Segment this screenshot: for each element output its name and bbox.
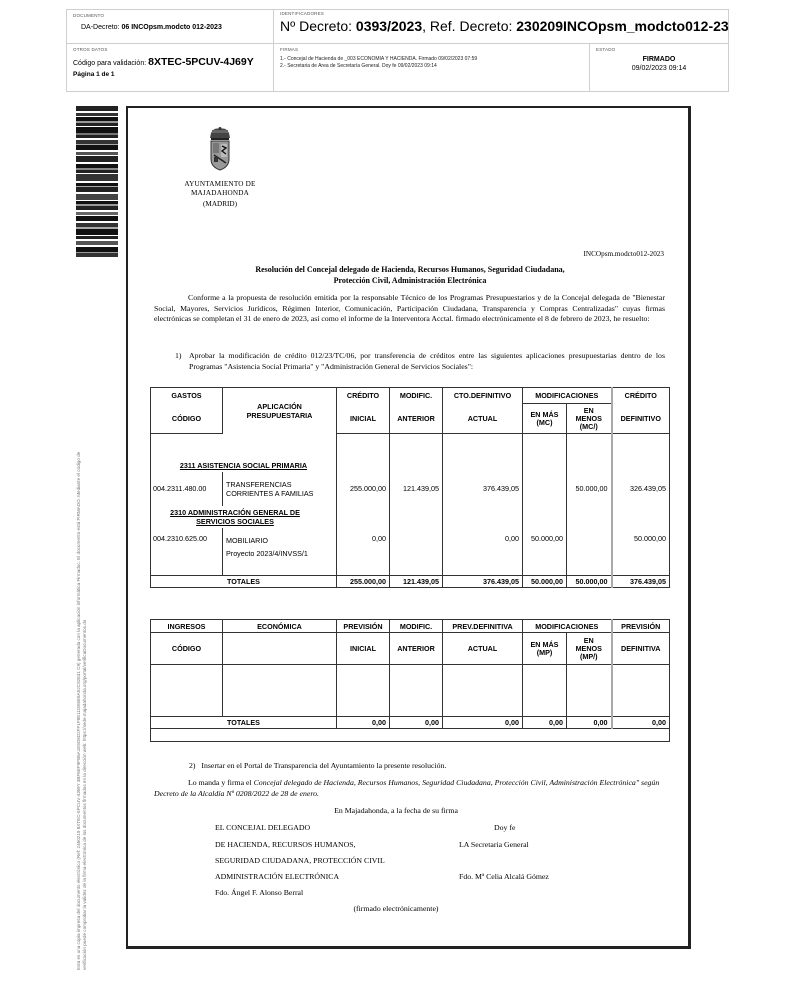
otros-datos-label: OTROS DATOS bbox=[73, 47, 108, 52]
firmas-cell bbox=[274, 44, 590, 91]
coat-of-arms-icon bbox=[206, 127, 234, 171]
verification-side-text: Esta es una copia impresa del documento electrónico (Ref: 2460219 8XTEC-5PCUV-4J69Y 3BF6EF9FB6A1E5D6D2FF1F8E11DE6E8A52C92631 C9) generada con la aplicación informática Firmadoc. El documento está FIRMADO. Mediante el código de verificación puede comprobar la validez de la firma electrónica de los documentos firmados en la dirección web: https://sede.majadahonda.org/portal/verificaDocumentos.do bbox=[76, 451, 87, 970]
table-header-row: INGRESOS ECONÓMICA PREVISIÓN MODIFIC. PREV.DEFINITIVA MODIFICACIONES PREVISIÓN bbox=[151, 620, 670, 633]
page-count: Página 1 de 1 bbox=[73, 71, 115, 78]
validation-code: Código para validación: 8XTEC-5PCUV-4J69Y bbox=[73, 56, 254, 68]
estado-label: ESTADO bbox=[596, 47, 616, 52]
otros-datos-cell bbox=[67, 44, 274, 91]
table-header-row: CÓDIGO INICIAL ANTERIOR ACTUAL EN MÁS (MC) EN MENOS (MC/) DEFINITIVO bbox=[151, 404, 670, 434]
signed-electronically-note: (firmado electrónicamente) bbox=[353, 904, 439, 913]
identificadores-cell bbox=[274, 10, 728, 44]
section-title: 2311 ASISTENCIA SOCIAL PRIMARIA bbox=[179, 460, 308, 470]
section-row bbox=[151, 434, 670, 472]
validation-code-value: 8XTEC-5PCUV-4J69Y bbox=[148, 56, 254, 68]
reference-code: INCOpsm.modcto012-2023 bbox=[583, 250, 664, 258]
documento-cell bbox=[67, 10, 274, 44]
signer-left-line-1: EL CONCEJAL DELEGADO bbox=[215, 823, 311, 832]
firmas-label: FIRMAS bbox=[280, 47, 299, 52]
signer-left-line-3: SEGURIDAD CIUDADANA, PROTECCIÓN CIVIL bbox=[215, 856, 385, 865]
manda-paragraph: Lo manda y firma el Concejal delegado de Hacienda, Recursos Humanos, Seguridad Ciudadana, Protección Civil, Administración Electrónica" según Decreto de la Alcaldía Nº 0208/2022 de 28 de enero. bbox=[154, 778, 660, 798]
resolution-title: Resolución del Concejal delegado de Hacienda, Recursos Humanos, Seguridad Ciudadana, Protección Civil, Administración Electrónica bbox=[255, 265, 565, 285]
item-number: 1) bbox=[175, 351, 182, 360]
firma-line-1: 1.- Concejal de Hacienda de _003 ECONOMIA Y HACIENDA. Firmado 09/02/2023 07:59 bbox=[280, 56, 478, 62]
table-header-row: CÓDIGO INICIAL ANTERIOR ACTUAL EN MÁS (MP) EN MENOS (MP/) DEFINITIVA bbox=[151, 633, 670, 665]
estado-cell bbox=[590, 44, 728, 91]
table-row: 004.2310.625.00 MOBILIARIO Proyecto 2023/4/INVSS/1 0,00 0,00 50.000,00 50.000,00 bbox=[151, 528, 670, 576]
identificadores-label: IDENTIFICADORES bbox=[280, 11, 325, 16]
documento-label: DOCUMENTO bbox=[73, 13, 105, 18]
decreto-identifier: Nº Decreto: 0393/2023, Ref. Decreto: 230209INCOpsm_modcto012-23 bbox=[280, 18, 729, 34]
table-row bbox=[151, 729, 670, 742]
signer-right-name: Fdo. Mª Celia Alcalá Gómez bbox=[459, 872, 549, 881]
firma-line-2: 2.- Secretaria de Area de Secretaría General. Doy fe 09/02/2023 09:14 bbox=[280, 63, 437, 69]
gastos-table bbox=[150, 387, 670, 588]
intro-paragraph: Conforme a la propuesta de resolución emitida por la responsable Técnico de los Programas Presupuestarios y de la Concejal delegada de "Bienestar Social, Mayores, Servicios Jurídicos, Régimen Interior, Comunicación, Participación Ciudadana, Transparencia y Compras Centralizadas" cuyas firmas electrónicas se completan el 31 de enero de 2023, así como el informe de la Interventora Acctal. firmado electrónicamente el 8 de febrero de 2023, he resuelto: bbox=[154, 293, 665, 324]
item-number: 2) bbox=[189, 761, 196, 770]
section-row bbox=[151, 506, 670, 528]
table-row: 004.2311.480.00 TRANSFERENCIAS CORRIENTES A FAMILIAS 255.000,00 121.439,05 376.439,05 50.000,00 326.439,05 bbox=[151, 472, 670, 506]
document-metadata-header bbox=[66, 9, 729, 92]
table-row bbox=[151, 665, 670, 717]
signer-left-name: Fdo. Ángel F. Alonso Berral bbox=[215, 888, 304, 897]
documento-value: DA-Decreto: 06 INCOpsm.modcto 012-2023 bbox=[81, 24, 222, 31]
signer-right-title: LA Secretaria General bbox=[459, 840, 529, 849]
totals-row: TOTALES 255.000,00 121.439,05 376.439,05 50.000,00 50.000,00 376.439,05 bbox=[151, 576, 670, 588]
resolution-item-1 bbox=[175, 351, 665, 372]
place-date-line: En Majadahonda, a la fecha de su firma bbox=[334, 806, 458, 815]
section-title: 2310 ADMINISTRACIÓN GENERAL DE SERVICIOS SOCIALES bbox=[170, 507, 300, 526]
item-text: Aprobar la modificación de crédito 012/23/TC/06, por transferencia de créditos entre las siguientes aplicaciones presupuestarias dentro de los Programas "Asistencia Social Primaria" y "Administración General de Servicios Sociales": bbox=[189, 351, 665, 371]
org-name: AYUNTAMIENTO DE MAJADAHONDA bbox=[184, 180, 256, 197]
totals-row: TOTALES 0,00 0,00 0,00 0,00 0,00 0,00 bbox=[151, 717, 670, 729]
signer-left-line-2: DE HACIENDA, RECURSOS HUMANOS, bbox=[215, 840, 356, 849]
status-date: 09/02/2023 09:14 bbox=[631, 65, 687, 72]
barcode-icon bbox=[76, 106, 118, 280]
signer-left-line-4: ADMINISTRACIÓN ELECTRÓNICA bbox=[215, 872, 340, 881]
ingresos-table bbox=[150, 619, 670, 742]
table-header-row: GASTOS APLICACIÓN PRESUPUESTARIA CRÉDITO MODIFIC. CTO.DEFINITIVO MODIFICACIONES CRÉDITO bbox=[151, 388, 670, 404]
doy-fe: Doy fe bbox=[494, 823, 516, 832]
item-text: Insertar en el Portal de Transparencia del Ayuntamiento la presente resolución. bbox=[201, 761, 447, 770]
status-badge: FIRMADO bbox=[642, 56, 676, 63]
org-region: (MADRID) bbox=[203, 200, 237, 208]
resolution-item-2 bbox=[189, 761, 446, 770]
